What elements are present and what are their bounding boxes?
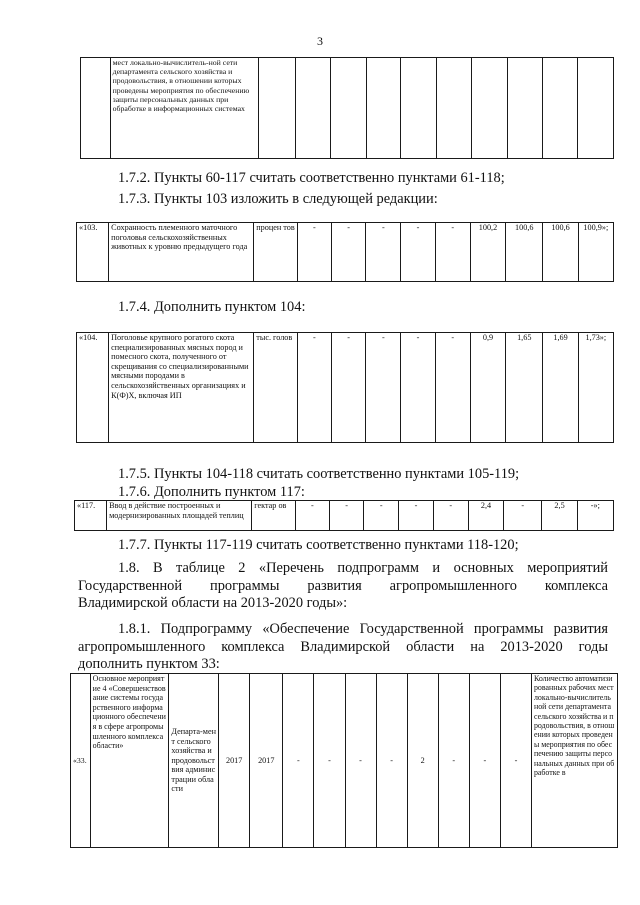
- row-number: «103.: [77, 223, 109, 282]
- table-row-103: [76, 222, 614, 282]
- value-cell: -: [500, 674, 531, 848]
- unit: процен тов: [254, 223, 298, 282]
- value-cell: -: [314, 674, 345, 848]
- value-cell: 100,9»;: [578, 223, 613, 282]
- unit: тыс. голов: [254, 333, 298, 443]
- value-cell: -: [366, 223, 401, 282]
- indicator-name-cell: мест локально-вычислитель-ной сети департамента сельского хозяйства и продовольствия, в отношении которых проведены мероприятия по обеспечению защиты персональных данных при обработке в информационных системах: [110, 58, 258, 159]
- table-continuation: [80, 57, 614, 159]
- value-cell: 2,4: [468, 501, 503, 531]
- value-cell: -: [364, 501, 399, 531]
- value-cell: 0,9: [470, 333, 505, 443]
- value-cell: 2: [407, 674, 438, 848]
- paragraph-1-8-1-line-3: дополнить пунктом 33:: [78, 656, 220, 672]
- value-cell: -: [331, 333, 365, 443]
- value-cell: 100,2: [470, 223, 505, 282]
- paragraph-1-7-4: 1.7.4. Дополнить пунктом 104:: [118, 299, 306, 315]
- value-cell: -: [435, 333, 470, 443]
- indicator-name: Сохранность племенного маточного поголовья сельскохозяйственных животных к уровню предыдущего года: [109, 223, 254, 282]
- unit: гектар ов: [252, 501, 296, 531]
- value-cell: -: [401, 223, 435, 282]
- table-row-117: [74, 500, 614, 531]
- paragraph-1-8-1-line-2: агропромышленного комплекса Владимирской области на 2013-2020 годы: [78, 639, 608, 655]
- value-cell: -: [366, 333, 401, 443]
- value-cell: -: [401, 333, 435, 443]
- paragraph-1-7-7: 1.7.7. Пункты 117-119 считать соответственно пунктами 118-120;: [118, 537, 519, 553]
- paragraph-1-8-line-3: Владимирской области на 2013-2020 годы»:: [78, 595, 348, 611]
- paragraph-1-8-1-line-1: 1.8.1. Подпрограмму «Обеспечение Государственной программы развития: [118, 621, 608, 637]
- value-cell: 1,69: [543, 333, 578, 443]
- value-cell: -: [329, 501, 363, 531]
- value-cell: -: [504, 501, 542, 531]
- executor: Департа-мент сельского хозяйства и продовольствия администрации области: [169, 674, 219, 848]
- value-cell: 100,6: [543, 223, 578, 282]
- value-cell: -: [283, 674, 314, 848]
- row-number: «117.: [75, 501, 107, 531]
- indicator-name: Поголовье крупного рогатого скота специализированных мясных пород и помесного скота, полученного от скрещивания со специализированными мясными породами в сельскохозяйственных организациях и К(Ф)Х, включая ИП: [109, 333, 254, 443]
- paragraph-1-8-line-1: 1.8. В таблице 2 «Перечень подпрограмм и основных мероприятий: [118, 560, 608, 576]
- paragraph-1-7-3: 1.7.3. Пункты 103 изложить в следующей редакции:: [118, 191, 438, 207]
- table-row-104: [76, 332, 614, 443]
- value-cell: -: [345, 674, 376, 848]
- row-number: «104.: [77, 333, 109, 443]
- row-number: «33.: [71, 674, 91, 848]
- value-cell: -: [331, 223, 365, 282]
- end-year: 2017: [250, 674, 283, 848]
- value-cell: -: [469, 674, 500, 848]
- value-cell: -: [438, 674, 469, 848]
- paragraph-1-7-6: 1.7.6. Дополнить пунктом 117:: [118, 484, 305, 500]
- value-cell: -: [376, 674, 407, 848]
- value-cell: -: [297, 333, 331, 443]
- value-cell: -: [297, 223, 331, 282]
- start-year: 2017: [219, 674, 250, 848]
- paragraph-1-7-5: 1.7.5. Пункты 104-118 считать соответственно пунктами 105-119;: [118, 466, 520, 482]
- value-cell: 100,6: [506, 223, 543, 282]
- value-cell: -: [435, 223, 470, 282]
- value-cell: -: [295, 501, 329, 531]
- value-cell: -»;: [577, 501, 613, 531]
- paragraph-1-8-line-2: Государственной программы развития агропромышленного комплекса: [78, 578, 608, 594]
- value-cell: 1,65: [506, 333, 543, 443]
- table-cell: [81, 58, 111, 159]
- value-cell: 1,73»;: [578, 333, 613, 443]
- value-cell: -: [433, 501, 468, 531]
- activity-name: Основное мероприятие 4 «Совершенствование системы государственного информационного обеспечения в сфере агропромышленного комплекса области»: [90, 674, 169, 848]
- page-number: 3: [317, 34, 323, 48]
- indicator-name: Ввод в действие построенных и модернизированных площадей теплиц: [107, 501, 252, 531]
- paragraph-1-7-2: 1.7.2. Пункты 60-117 считать соответственно пунктами 61-118;: [118, 170, 505, 186]
- value-cell: -: [399, 501, 433, 531]
- indicator-name: Количество автоматизированных рабочих мест локально-вычислительной сети департамента сельского хозяйства и продовольствия, в отношении которых проведены мероприятия по обеспечению защиты персональных данных при обработке в: [531, 674, 617, 848]
- table-row-33: [70, 673, 618, 848]
- value-cell: 2,5: [542, 501, 577, 531]
